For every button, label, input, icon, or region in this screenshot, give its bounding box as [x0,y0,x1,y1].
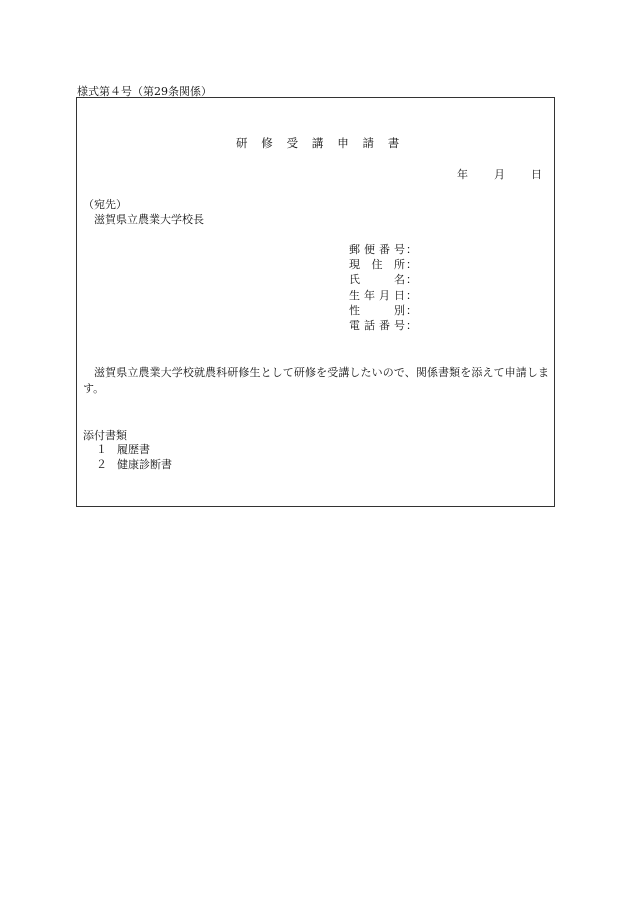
field-phone [349,318,417,333]
title-char: 受 [286,136,299,150]
attachments-title: 添付書類 [83,429,127,442]
title-char: 書 [387,136,400,150]
date-day-label: 日 [531,168,542,181]
title-char: 講 [311,136,324,150]
field-colon: ： [406,288,417,302]
title-char: 申 [337,136,349,150]
list-item [96,457,172,472]
field-colon: ： [406,273,417,287]
attachment-number: １ [96,443,107,456]
field-address [349,257,417,272]
date-line [457,166,542,182]
addressee-label: （宛先） [83,198,127,211]
date-month-label: 月 [494,168,505,181]
attachments-list [96,442,172,472]
field-gender [349,303,417,318]
field-label: 氏名 [349,273,405,287]
attachment-name: 履歴書 [117,443,150,456]
attachment-number: ２ [96,458,107,471]
field-colon: ： [406,243,417,256]
field-label: 電話番号 [349,318,405,332]
field-label: 生年月日 [349,288,405,302]
field-label: 郵便番号 [349,243,405,256]
date-year-label: 年 [457,168,468,181]
applicant-fields [349,242,417,333]
title-char: 研 [236,136,248,150]
form-number: 様式第４号（第29条関係） [77,85,212,98]
field-birthdate [349,288,417,303]
application-statement: 滋賀県立農業大学校就農科研修生として研修を受講したいので、関係書類を添えて申請します。 [83,366,549,395]
document-title [236,135,413,151]
field-postal-code [349,242,417,257]
field-colon: ： [406,318,417,332]
list-item [96,442,172,457]
field-label: 性別 [349,303,405,317]
field-name [349,272,417,287]
field-colon: ： [406,303,417,317]
title-char: 請 [362,136,374,150]
field-colon: ： [406,258,417,272]
field-label: 現住所 [349,258,405,272]
addressee-name: 滋賀県立農業大学校長 [94,213,204,226]
title-char: 修 [261,136,273,150]
attachment-name: 健康診断書 [117,458,172,471]
